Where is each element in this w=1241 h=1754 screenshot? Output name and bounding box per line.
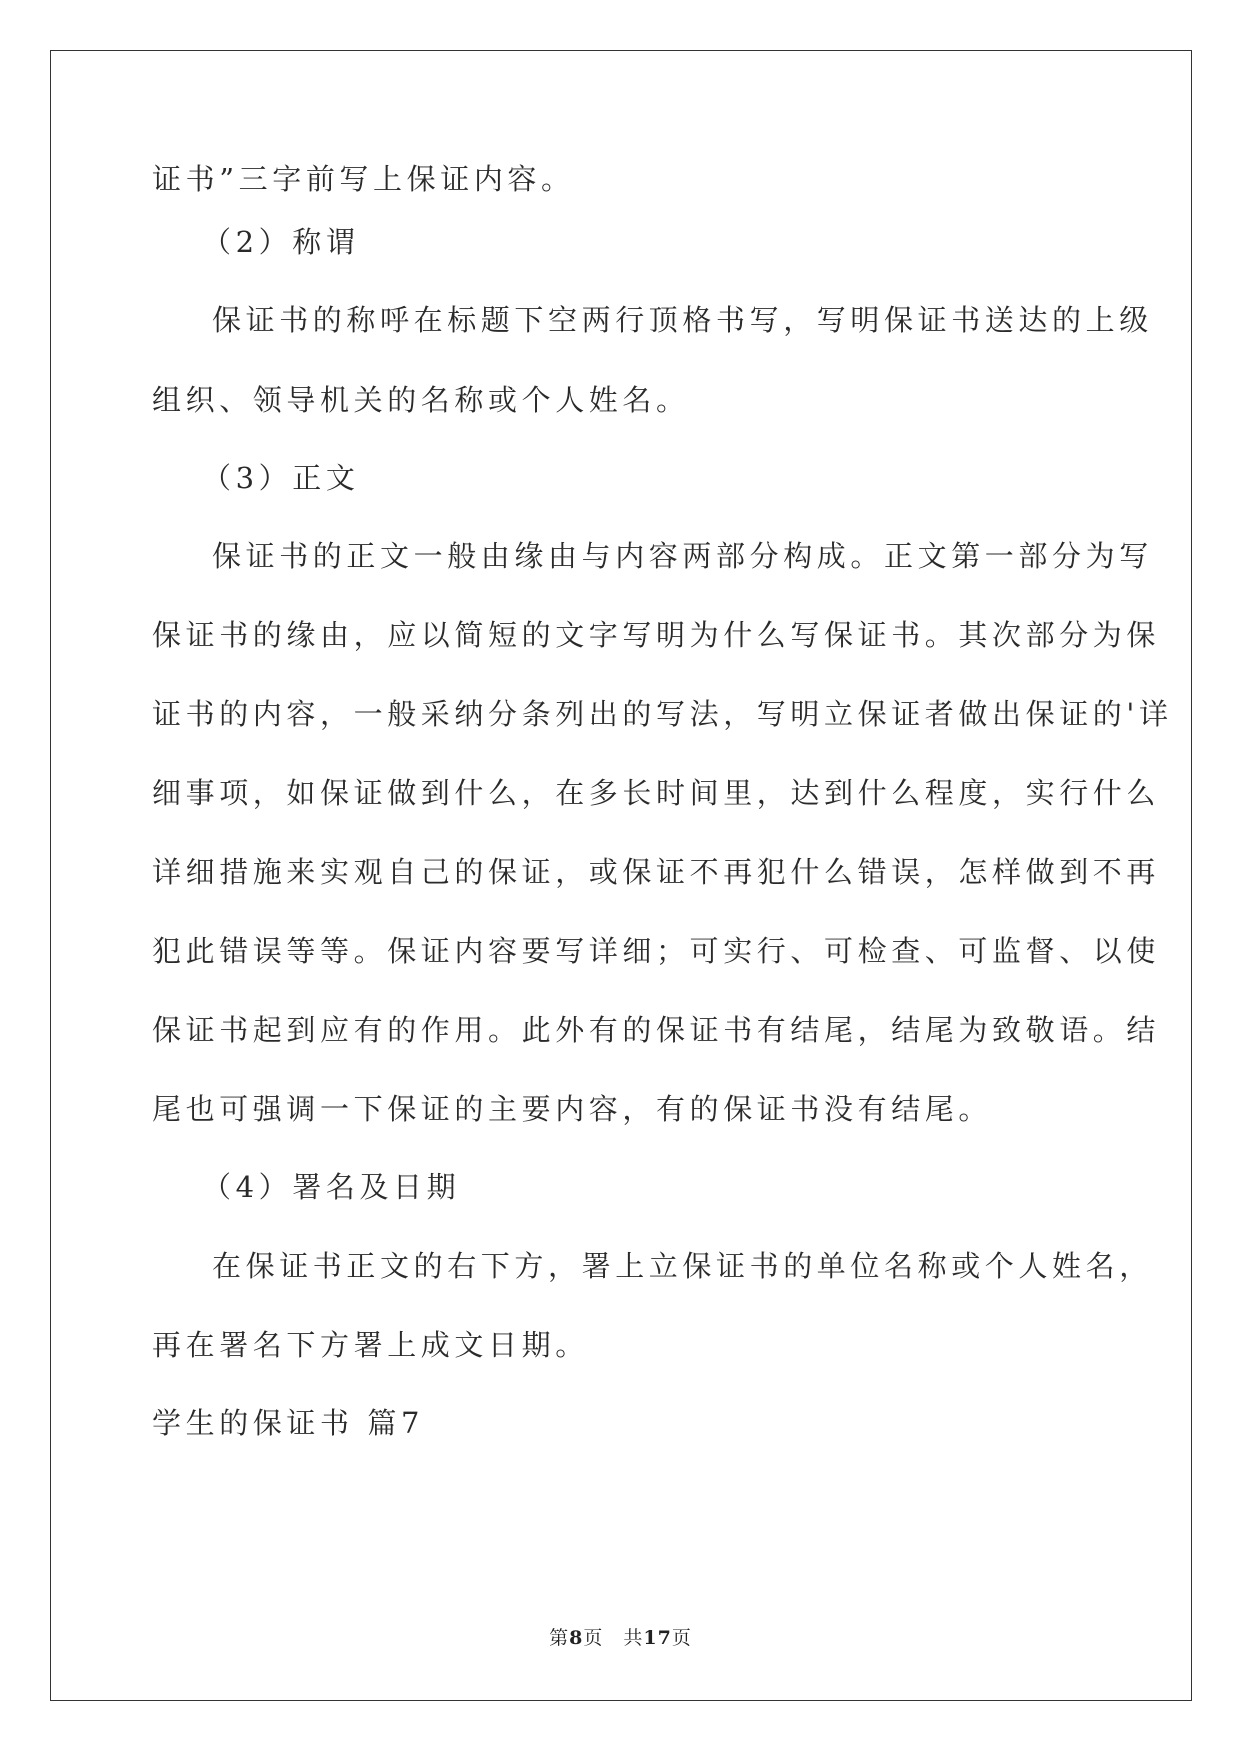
footer-page-number: 8 (569, 1627, 584, 1649)
section-heading-appellation: （2）称谓 (202, 225, 360, 259)
text-line: 详细措施来实观自己的保证，或保证不再犯什么错误，怎样做到不再 (152, 855, 1161, 889)
text-line: 证书”三字前写上保证内容。 (152, 162, 575, 196)
text-line: 证书的内容，一般采纳分条列出的写法，写明立保证者做出保证的'详 (152, 697, 1173, 731)
text-line: 保证书起到应有的作用。此外有的保证书有结尾，结尾为致敬语。结 (152, 1013, 1161, 1047)
footer-middle: 页 共 (583, 1627, 644, 1649)
text-line: 保证书的缘由，应以简短的文字写明为什么写保证书。其次部分为保 (152, 618, 1161, 652)
text-line: 尾也可强调一下保证的主要内容，有的保证书没有结尾。 (152, 1092, 993, 1126)
footer-suffix: 页 (671, 1627, 692, 1649)
text-line: 保证书的称呼在标题下空两行顶格书写，写明保证书送达的上级 (212, 303, 1153, 337)
text-line: 保证书的正文一般由缘由与内容两部分构成。正文第一部分为写 (212, 539, 1153, 573)
article-title: 学生的保证书 篇7 (152, 1406, 425, 1440)
footer-prefix: 第 (549, 1627, 570, 1649)
text-line: 细事项，如保证做到什么，在多长时间里，达到什么程度，实行什么 (152, 776, 1161, 810)
page-footer (0, 1623, 1241, 1650)
text-line: 在保证书正文的右下方，署上立保证书的单位名称或个人姓名， (212, 1249, 1153, 1283)
text-line: 组织、领导机关的名称或个人姓名。 (152, 383, 690, 417)
section-heading-signature: （4）署名及日期 (202, 1170, 461, 1204)
text-line: 再在署名下方署上成文日期。 (152, 1328, 589, 1362)
footer-total-pages: 17 (643, 1627, 672, 1649)
section-heading-body: （3）正文 (202, 461, 360, 495)
text-line: 犯此错误等等。保证内容要写详细；可实行、可检查、可监督、以使 (152, 934, 1161, 968)
